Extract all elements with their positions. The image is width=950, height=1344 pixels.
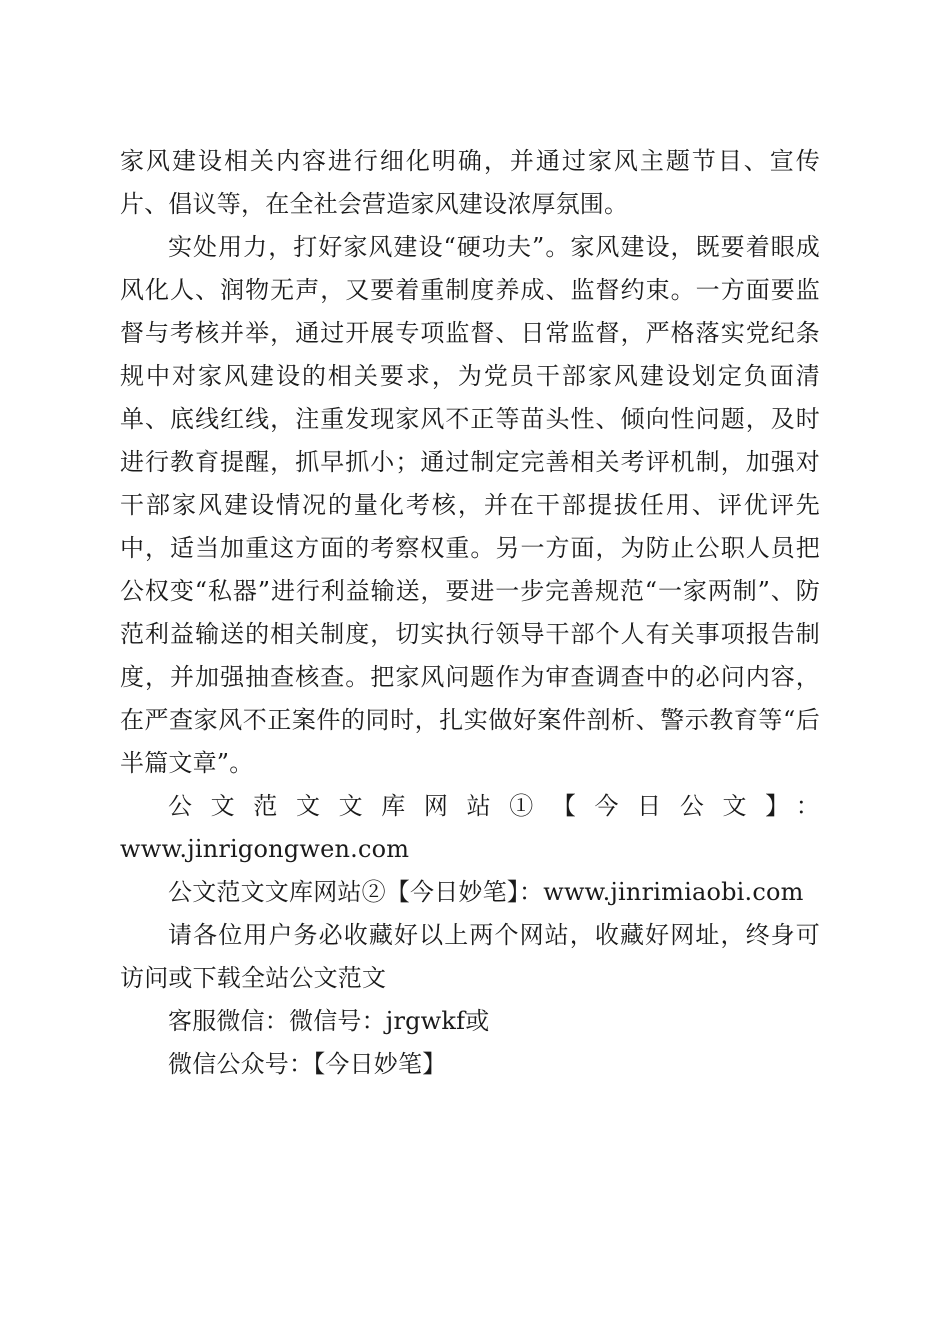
- paragraph-1: 家风建设相关内容进行细化明确，并通过家风主题节目、宣传片、倡议等，在全社会营造家风建设浓厚氛围。: [120, 147, 820, 218]
- site1-title: 公文范文文库网站①【今日公文】：: [168, 792, 820, 820]
- paragraph-2: 实处用力，打好家风建设“硬功夫”。家风建设，既要着眼成风化人、润物无声，又要着重制度养成、监督约束。一方面要监督与考核并举，通过开展专项监督、日常监督，严格落实党纪条规中对家风建设的相关要求，为党员干部家风建设划定负面清单、底线红线，注重发现家风不正等苗头性、倾向性问题，及时进行教育提醒，抓早抓小；通过制定完善相关考评机制，加强对干部家风建设情况的量化考核，并在干部提拔任用、评优评先中，适当加重这方面的考察权重。另一方面，为防止公职人员把公权变“私器”进行利益输送，要进一步完善规范“一家两制”、防范利益输送的相关制度，切实执行领导干部个人有关事项报告制度，并加强抽查核查。把家风问题作为审查调查中的必问内容，在严查家风不正案件的同时，扎实做好案件剖析、警示教育等“后半篇文章”。: [120, 233, 820, 777]
- document-page: [120, 140, 820, 1086]
- customer-service-wechat: 客服微信：微信号：jrgwkf或: [168, 1007, 490, 1035]
- wechat-public-account: 微信公众号：【今日妙笔】: [168, 1050, 447, 1078]
- bookmark-notice: 请各位用户务必收藏好以上两个网站，收藏好网址，终身可访问或下载全站公文范文: [120, 921, 820, 992]
- site1-url[interactable]: www.jinrigongwen.com: [120, 835, 410, 863]
- site2-line[interactable]: 公文范文文库网站②【今日妙笔】：www.jinrimiaobi.com: [168, 878, 804, 906]
